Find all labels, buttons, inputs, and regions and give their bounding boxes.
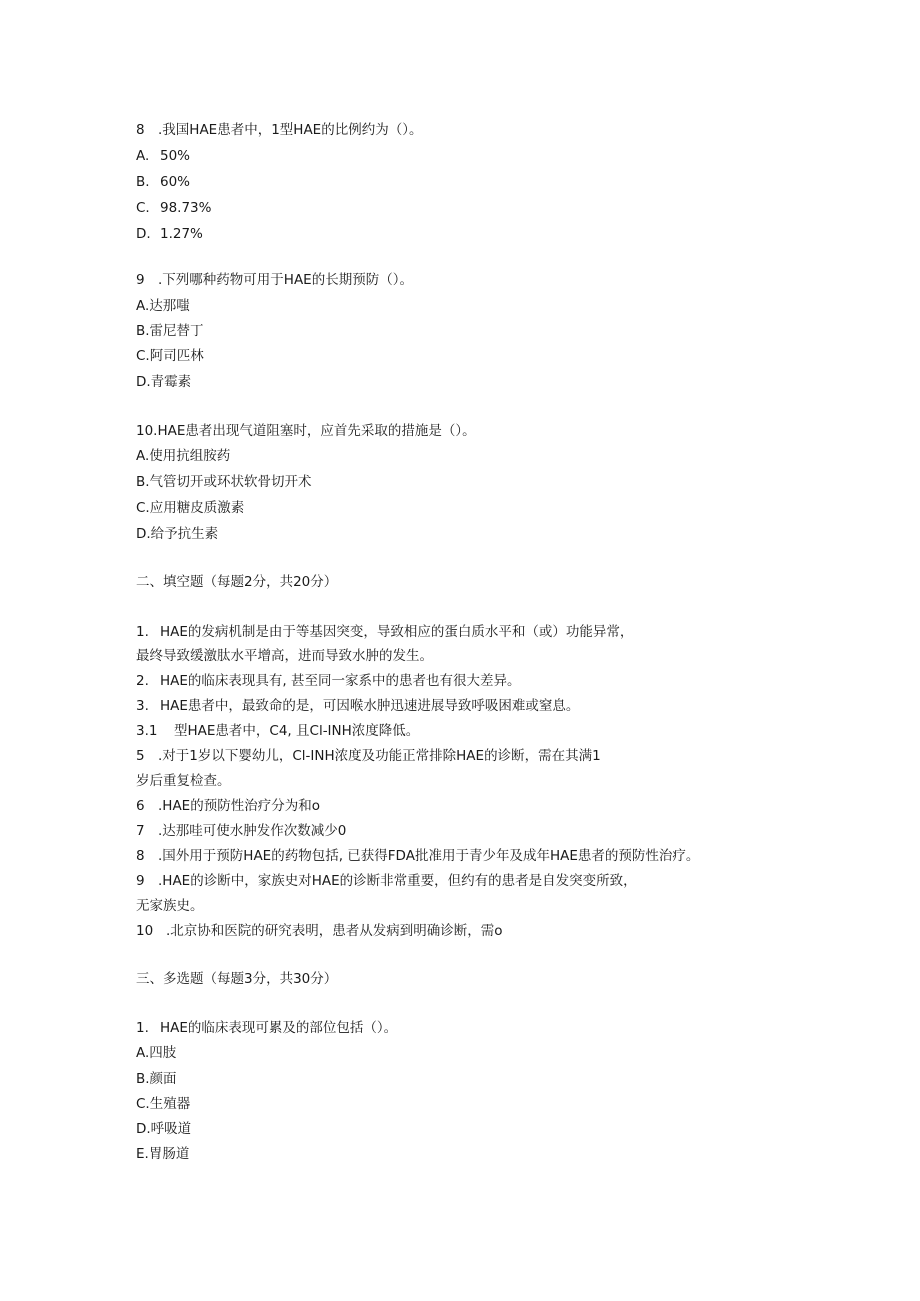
q9-text: .下列哪种药物可用于HAE的长期预防（）。 (158, 272, 413, 288)
q8-text: .我国HAE患者中，1型HAE的比例约为（）。 (158, 122, 423, 138)
q9-option-b: B.雷尼替丁 (136, 323, 204, 339)
q8-number: 8 (136, 122, 145, 138)
q8-option-c: C. 98.73% (136, 200, 212, 216)
q8-option-b: B. 60% (136, 174, 191, 190)
mc-q1-option-a: A.四肢 (136, 1045, 177, 1061)
fill-item: 1. HAE的发病机制是由于等基因突变，导致相应的蛋白质水平和（或）功能异常， (136, 624, 634, 640)
fill-item-continuation: 岁后重复检查。 (136, 773, 231, 789)
fill-item: 3.1 型HAE患者中，C4, 且Cl-INH浓度降低。 (136, 723, 420, 739)
q8-stem (136, 121, 422, 139)
q9-number: 9 (136, 272, 145, 288)
mc-q1-option-b: B.颜面 (136, 1071, 177, 1087)
section3-title: 三、多选题（每题3分，共30分） (136, 971, 338, 987)
q10-option-b: B.气管切开或环状软骨切开术 (136, 474, 312, 490)
q9-stem (136, 271, 413, 289)
q10-stem: 10.HAE患者出现气道阻塞时，应首先采取的措施是（）。 (136, 423, 476, 439)
section2-title: 二、填空题（每题2分，共20分） (136, 574, 338, 590)
mc-q1-option-d: D.呼吸道 (136, 1121, 192, 1137)
fill-item: 7 .达那哇可使水肿发作次数减少0 (136, 823, 347, 839)
mc-q1-option-e: E.胃肠道 (136, 1146, 190, 1162)
fill-item-continuation: 无家族史。 (136, 898, 204, 914)
q9-option-a: A.达那嗤 (136, 298, 190, 314)
fill-item: 8 .国外用于预防HAE的药物包括, 已获得FDA批准用于青少年及成年HAE患者的预防性治疗。 (136, 848, 700, 864)
fill-item: 6 .HAE的预防性治疗分为和o (136, 798, 320, 814)
fill-item-continuation: 最终导致缓激肽水平增高，进而导致水肿的发生。 (136, 648, 433, 664)
fill-item: 5 .对于1岁以下婴幼儿，Cl-INH浓度及功能正常排除HAE的诊断，需在其满1 (136, 748, 601, 764)
fill-item: 3. HAE患者中，最致命的是，可因喉水肿迅速进展导致呼吸困难或窒息。 (136, 698, 580, 714)
q8-option-d: D. 1.27% (136, 226, 203, 242)
fill-item: 10 .北京协和医院的研究表明，患者从发病到明确诊断，需o (136, 923, 503, 939)
fill-item: 2. HAE的临床表现具有, 甚至同一家系中的患者也有很大差异。 (136, 673, 521, 689)
mc-q1-stem: 1. HAE的临床表现可累及的部位包括（）。 (136, 1020, 398, 1036)
q10-option-a: A.使用抗组胺药 (136, 448, 231, 464)
q8-option-a: A. 50% (136, 148, 191, 164)
q9-option-d: D.青霉素 (136, 374, 192, 390)
mc-q1-option-c: C.生殖器 (136, 1096, 191, 1112)
q10-option-c: C.应用糖皮质激素 (136, 500, 245, 516)
fill-item: 9 .HAE的诊断中，家族史对HAE的诊断非常重要，但约有的患者是自发突变所致， (136, 873, 637, 889)
q10-option-d: D.给予抗生素 (136, 526, 219, 542)
q9-option-c: C.阿司匹林 (136, 348, 204, 364)
